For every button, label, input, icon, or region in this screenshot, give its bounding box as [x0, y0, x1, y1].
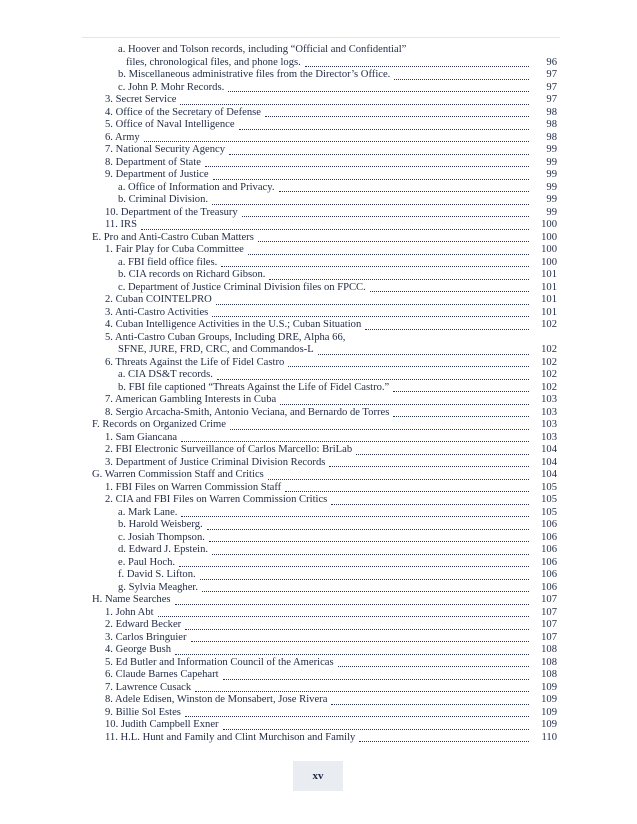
toc-entry-title: 7. American Gambling Interests in Cuba	[105, 394, 277, 405]
toc-entry-title: 9. Billie Sol Estes	[105, 706, 181, 718]
dot-leader	[248, 253, 529, 255]
toc-entry-page: 102	[541, 381, 557, 393]
page-number: xv	[312, 770, 324, 782]
toc-entry-title: a. FBI field office files.	[118, 256, 218, 268]
toc-entry	[92, 494, 557, 507]
toc-entry-title: 1. Fair Play for Cuba Committee	[105, 244, 244, 255]
toc-entry-page: 99	[546, 144, 557, 155]
dot-leader	[216, 303, 529, 305]
toc-entry-title: b. FBI file captioned “Threats Against the Life of Fidel Castro.”	[118, 381, 390, 393]
toc-entry-title: 2. FBI Electronic Surveillance of Carlos Marcello: BriLab	[105, 444, 353, 455]
dot-leader	[217, 378, 529, 380]
toc-entry	[92, 694, 557, 707]
toc-entry	[92, 269, 557, 282]
dot-leader	[258, 240, 529, 242]
page-number-box	[293, 761, 343, 791]
dot-leader	[200, 578, 529, 580]
dot-leader	[370, 290, 529, 292]
toc-entry	[92, 369, 557, 382]
dot-leader	[239, 128, 529, 130]
toc-entry	[92, 657, 557, 670]
dot-leader	[229, 153, 529, 155]
toc-entry	[92, 544, 557, 557]
toc-entry-page: 105	[541, 506, 557, 518]
toc-entry	[92, 194, 557, 207]
toc-entry-title: a. Office of Information and Privacy.	[118, 181, 275, 193]
toc-entry-page: 109	[541, 681, 557, 693]
dot-leader	[331, 703, 529, 705]
toc-entry-page: 99	[546, 194, 557, 205]
toc-entry-page: 106	[541, 556, 557, 568]
toc-entry-title: 6. Threats Against the Life of Fidel Castro	[105, 356, 285, 368]
toc-entry-page: 104	[541, 469, 557, 480]
toc-entry-title: 8. Department of State	[105, 156, 201, 168]
toc-entry-title: d. Edward J. Epstein.	[118, 544, 209, 555]
toc-entry	[92, 207, 557, 220]
toc-entry	[92, 619, 557, 632]
toc-entry-title: b. CIA records on Richard Gibson.	[118, 269, 266, 280]
toc-entry	[92, 307, 557, 320]
dot-leader	[207, 528, 529, 530]
toc-entry-title: E. Pro and Anti-Castro Cuban Matters	[92, 231, 254, 243]
toc-entry-page: 99	[546, 206, 557, 218]
toc-entry-title: 6. Claude Barnes Capehart	[105, 669, 219, 680]
toc-entry-title: 6. Army	[105, 131, 140, 143]
toc-entry	[92, 44, 557, 57]
toc-entry-page: 102	[541, 319, 557, 330]
dot-leader	[356, 453, 529, 455]
toc-entry-page: 108	[541, 644, 557, 655]
toc-entry-title: 10. Judith Campbell Exner	[105, 719, 219, 730]
toc-entry	[92, 157, 557, 170]
dot-leader	[209, 540, 529, 542]
toc-entry-title: 3. Anti-Castro Activities	[105, 306, 209, 318]
toc-entry-title: a. CIA DS&T records.	[118, 369, 213, 380]
toc-entry	[92, 232, 557, 245]
dot-leader	[212, 203, 529, 205]
toc-entry-page: 104	[541, 444, 557, 455]
toc-entry	[92, 94, 557, 107]
toc-entry	[92, 532, 557, 545]
toc-entry	[92, 444, 557, 457]
toc-entry-page: 106	[541, 531, 557, 543]
toc-entry-page: 100	[541, 219, 557, 230]
toc-entry-title: a. Hoover and Tolson records, including “Official and Confidential”	[118, 44, 407, 55]
toc-entry-title: 10. Department of the Treasury	[105, 206, 238, 218]
toc-entry-title: 2. Edward Becker	[105, 619, 182, 630]
toc-entry	[92, 719, 557, 732]
toc-entry	[92, 294, 557, 307]
toc-entry-title: c. Josiah Thompson.	[118, 531, 205, 543]
toc-entry-page: 109	[541, 719, 557, 730]
toc-entry-page: 102	[541, 369, 557, 380]
dot-leader	[394, 78, 529, 80]
dot-leader	[223, 728, 529, 730]
toc-entry-title: a. Mark Lane.	[118, 506, 178, 518]
toc-entry-page: 99	[546, 156, 557, 168]
toc-entry-page: 97	[546, 69, 557, 80]
toc-entry-page: 106	[541, 569, 557, 580]
toc-entry-title: 5. Office of Naval Intelligence	[105, 119, 235, 130]
toc-entry-page: 109	[541, 694, 557, 705]
toc-entry-title: 9. Department of Justice	[105, 169, 209, 180]
toc-entry	[92, 582, 557, 595]
toc-entry	[92, 632, 557, 645]
toc-entry-title: 4. Cuban Intelligence Activities in the U.S.; Cuban Situation	[105, 319, 362, 330]
toc-entry-page: 100	[541, 256, 557, 268]
dot-leader	[265, 115, 529, 117]
toc-entry	[92, 57, 557, 70]
dot-leader	[158, 615, 529, 617]
toc-entry	[92, 394, 557, 407]
toc-entry-page: 101	[541, 306, 557, 318]
toc-entry-page: 102	[541, 356, 557, 368]
toc-entry-page: 106	[541, 581, 557, 593]
toc-entry-title: 2. Cuban COINTELPRO	[105, 294, 212, 305]
toc-entry-page: 107	[541, 619, 557, 630]
toc-entry-title: 5. Anti-Castro Cuban Groups, Including DRE, Alpha 66,	[105, 331, 346, 343]
toc-entry-title: 11. IRS	[105, 219, 137, 230]
toc-entry-title: 2. CIA and FBI Files on Warren Commission Critics	[105, 494, 328, 505]
toc-entry-page: 103	[541, 406, 557, 418]
toc-entry	[92, 594, 557, 607]
toc-entry-title: c. John P. Mohr Records.	[118, 81, 225, 93]
toc-entry	[92, 132, 557, 145]
dot-leader	[318, 353, 529, 355]
toc-entry	[92, 357, 557, 370]
toc-entry-page: 97	[546, 81, 557, 93]
dot-leader	[180, 103, 529, 105]
dot-leader	[185, 628, 529, 630]
toc-entry	[92, 219, 557, 232]
toc-entry-page: 103	[541, 419, 557, 430]
dot-leader	[359, 740, 529, 742]
dot-leader	[288, 365, 529, 367]
toc-entry-title: 8. Sergio Arcacha-Smith, Antonio Veciana, and Bernardo de Torres	[105, 406, 390, 418]
toc-entry	[92, 332, 557, 345]
toc-entry	[92, 644, 557, 657]
dot-leader	[181, 515, 529, 517]
toc-entry	[92, 457, 557, 470]
dot-leader	[365, 328, 529, 330]
toc-entry-title: 3. Carlos Bringuier	[105, 631, 187, 643]
toc-entry-page: 109	[541, 706, 557, 718]
dot-leader	[144, 140, 529, 142]
toc-entry-page: 104	[541, 456, 557, 468]
toc-entry-page: 102	[541, 344, 557, 355]
dot-leader	[191, 640, 529, 642]
toc-entry-title: F. Records on Organized Crime	[92, 419, 226, 430]
toc-entry	[92, 319, 557, 332]
toc-entry	[92, 107, 557, 120]
toc-entry-page: 108	[541, 656, 557, 668]
toc-entry-page: 110	[541, 731, 557, 743]
toc-entry	[92, 569, 557, 582]
toc-entry	[92, 257, 557, 270]
dot-leader	[305, 65, 529, 67]
toc-entry-page: 103	[541, 431, 557, 443]
toc-entry-page: 105	[541, 481, 557, 493]
dot-leader	[329, 465, 529, 467]
toc-entry	[92, 519, 557, 532]
toc-entry-title: 3. Department of Justice Criminal Division Records	[105, 456, 326, 468]
dot-leader	[279, 190, 530, 192]
dot-leader	[269, 278, 529, 280]
toc-entry-page: 100	[541, 244, 557, 255]
dot-leader	[212, 553, 529, 555]
toc-entry-title: g. Sylvia Meagher.	[118, 581, 199, 593]
toc-entry	[92, 482, 557, 495]
toc-entry	[92, 382, 557, 395]
dot-leader	[212, 315, 529, 317]
toc-entry-page: 107	[541, 606, 557, 618]
toc-entry	[92, 507, 557, 520]
toc-entry-title: 8. Adele Edisen, Winston de Monsabert, Jose Rivera	[105, 694, 328, 705]
dot-leader	[205, 165, 529, 167]
toc-entry	[92, 82, 557, 95]
toc-entry-page: 108	[541, 669, 557, 680]
toc-entry	[92, 607, 557, 620]
toc-entry-page: 100	[541, 231, 557, 243]
toc-entry-title: f. David S. Lifton.	[118, 569, 196, 580]
toc-entry	[92, 707, 557, 720]
dot-leader	[179, 565, 529, 567]
toc-entry-title: 1. Sam Giancana	[105, 431, 178, 443]
toc-entry-title: 1. John Abt	[105, 606, 154, 618]
dot-leader	[230, 428, 529, 430]
toc-entry-page: 107	[541, 631, 557, 643]
toc-entry-title: 4. Office of the Secretary of Defense	[105, 106, 261, 118]
toc-entry	[92, 419, 557, 432]
dot-leader	[242, 215, 529, 217]
toc-entry	[92, 69, 557, 82]
toc-entry-title: b. Harold Weisberg.	[118, 519, 203, 530]
toc-entry	[92, 182, 557, 195]
toc-entry	[92, 407, 557, 420]
dot-leader	[393, 415, 529, 417]
toc-entry	[92, 557, 557, 570]
toc-entry-title: files, chronological files, and phone logs.	[126, 56, 301, 68]
toc-entry-title: b. Criminal Division.	[118, 194, 209, 205]
toc-entry	[92, 119, 557, 132]
dot-leader	[221, 265, 529, 267]
dot-leader	[285, 490, 529, 492]
toc-entry-title: 1. FBI Files on Warren Commission Staff	[105, 481, 282, 493]
toc-entry	[92, 244, 557, 257]
top-rule	[82, 37, 560, 38]
dot-leader	[393, 390, 529, 392]
toc-entry-page: 98	[546, 131, 557, 143]
toc-entry-title: e. Paul Hoch.	[118, 556, 176, 568]
toc-entry-page: 106	[541, 519, 557, 530]
toc-entry-page: 99	[546, 181, 557, 193]
toc-entry	[92, 282, 557, 295]
toc-entry	[92, 344, 557, 357]
toc-entry-page: 105	[541, 494, 557, 505]
toc-entry	[92, 144, 557, 157]
dot-leader	[338, 665, 529, 667]
dot-leader	[331, 503, 529, 505]
dot-leader	[175, 603, 529, 605]
toc-entry-page: 99	[546, 169, 557, 180]
dot-leader	[185, 715, 529, 717]
table-of-contents	[92, 44, 557, 744]
dot-leader	[223, 678, 529, 680]
toc-entry-title: b. Miscellaneous administrative files from the Director’s Office.	[118, 69, 391, 80]
toc-entry	[92, 682, 557, 695]
toc-entry-page: 101	[541, 269, 557, 280]
dot-leader	[202, 590, 529, 592]
toc-entry	[92, 732, 557, 745]
toc-entry-page: 106	[541, 544, 557, 555]
toc-entry-title: 4. George Bush	[105, 644, 172, 655]
toc-entry	[92, 169, 557, 182]
toc-entry-title: SFNE, JURE, FRD, CRC, and Commandos-L	[118, 344, 314, 355]
dot-leader	[268, 478, 529, 480]
dot-leader	[175, 653, 529, 655]
toc-entry-page: 98	[546, 119, 557, 130]
toc-entry-title: 3. Secret Service	[105, 94, 177, 105]
toc-entry-title: G. Warren Commission Staff and Critics	[92, 469, 264, 480]
toc-entry-page: 103	[541, 394, 557, 405]
dot-leader	[181, 440, 529, 442]
toc-entry-title: 11. H.L. Hunt and Family and Clint Murchison and Family	[105, 731, 356, 743]
dot-leader	[141, 228, 529, 230]
toc-entry-page: 98	[546, 106, 557, 118]
toc-entry-title: 7. National Security Agency	[105, 144, 226, 155]
dot-leader	[228, 90, 529, 92]
toc-entry-title: 7. Lawrence Cusack	[105, 681, 192, 693]
toc-entry-page: 97	[546, 94, 557, 105]
toc-entry-page: 101	[541, 281, 557, 293]
toc-entry	[92, 669, 557, 682]
toc-entry-title: c. Department of Justice Criminal Division files on FPCC.	[118, 281, 366, 293]
dot-leader	[280, 403, 529, 405]
toc-entry-title: 5. Ed Butler and Information Council of the Americas	[105, 656, 334, 668]
dot-leader	[195, 690, 529, 692]
toc-entry-page: 96	[546, 56, 557, 68]
toc-entry	[92, 469, 557, 482]
toc-entry-page: 101	[541, 294, 557, 305]
toc-entry	[92, 432, 557, 445]
toc-entry-title: H. Name Searches	[92, 594, 171, 605]
toc-entry-page: 107	[541, 594, 557, 605]
dot-leader	[213, 178, 529, 180]
